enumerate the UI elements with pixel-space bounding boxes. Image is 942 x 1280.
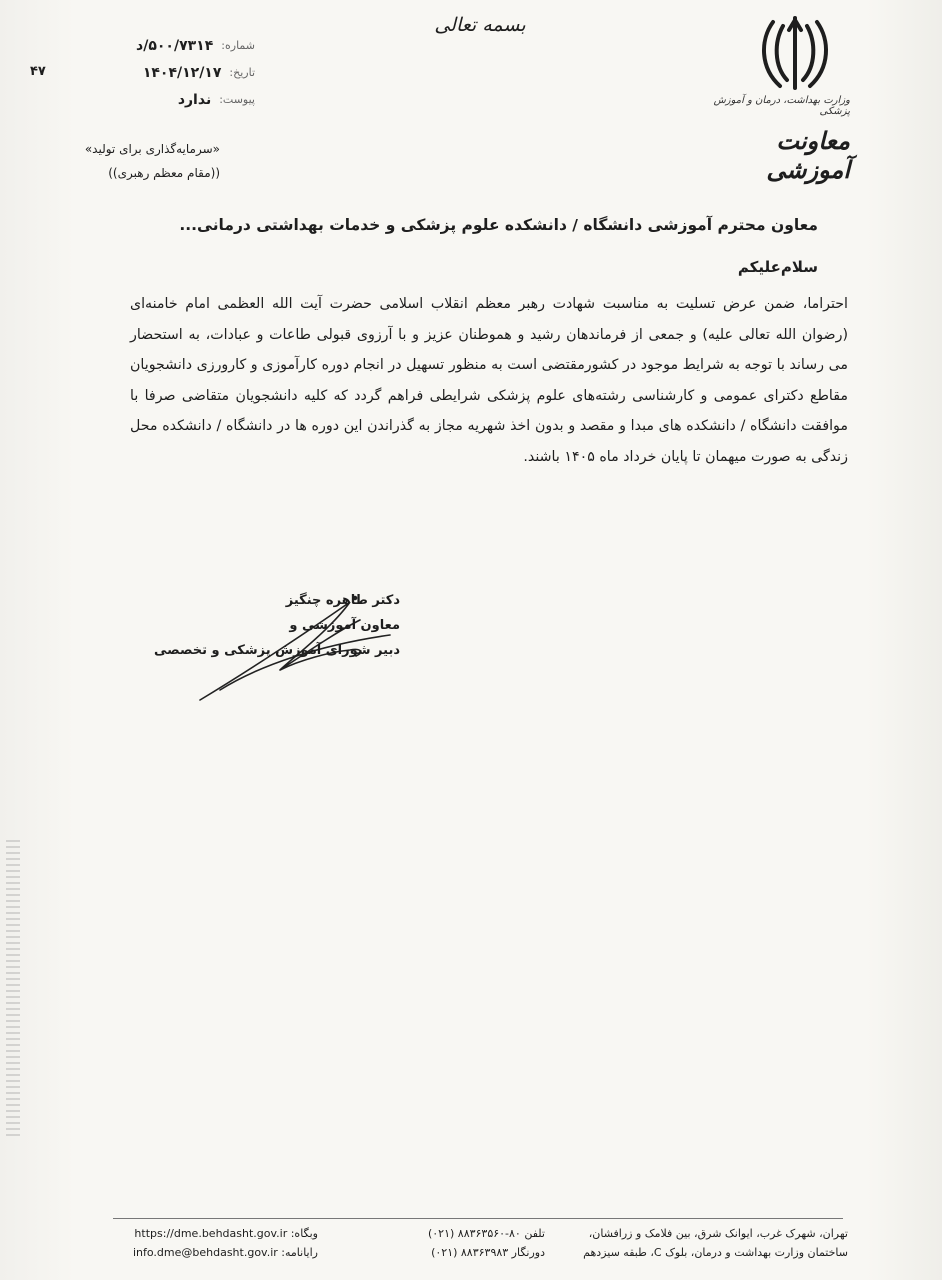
meta-date-row	[85, 59, 255, 86]
bismillah-heading: بسمه تعالی	[434, 14, 526, 36]
fax-value: (۰۲۱) ۸۸۳۶۳۹۸۳	[431, 1246, 509, 1259]
footer-web	[118, 1224, 318, 1262]
email-row	[118, 1243, 318, 1262]
web-row	[118, 1224, 318, 1243]
page-number: ۴۷	[30, 64, 46, 79]
web-label: وبگاه:	[290, 1227, 318, 1240]
date-label: تاریخ:	[229, 66, 255, 79]
quote-line-2: ((مقام معظم رهبری))	[108, 166, 220, 180]
meta-number-row	[85, 32, 255, 59]
letter-greeting: سلام‌علیکم	[737, 258, 818, 276]
attachment-label: پیوست:	[219, 93, 255, 106]
tel-row	[355, 1224, 545, 1243]
leader-quote	[60, 137, 220, 185]
fax-row	[355, 1243, 545, 1262]
date-value: ۱۴۰۴/۱۲/۱۷	[142, 64, 222, 81]
address-line-2: ساختمان وزارت بهداشت و درمان، بلوک C، طبقه سیزدهم	[583, 1246, 848, 1259]
deputy-name: معاونت آموزشی	[766, 126, 850, 184]
signer-title-1: معاون آموزشی و	[289, 618, 400, 633]
number-label: شماره:	[221, 39, 255, 52]
footer-divider	[113, 1218, 843, 1219]
ministry-name: وزارت بهداشت، درمان و آموزش پزشکی	[713, 95, 850, 117]
number-value: ۵۰۰/۷۳۱۴/د	[136, 37, 214, 54]
meta-attachment-row	[85, 86, 255, 113]
letter-meta	[85, 32, 255, 113]
email-link[interactable]: info.dme@behdasht.gov.ir	[132, 1246, 278, 1259]
email-label: رایانامه:	[281, 1246, 318, 1259]
web-link[interactable]: https://dme.behdasht.gov.ir	[134, 1227, 288, 1240]
quote-line-1: «سرمایه‌گذاری برای تولید»	[84, 142, 220, 156]
footer-address	[548, 1224, 848, 1262]
fax-label: دورنگار	[511, 1246, 545, 1259]
signature-block	[150, 588, 400, 663]
tel-value: (۰۲۱) ۸۸۳۶۳۵۶۰-۸۰	[427, 1227, 521, 1240]
signer-title-2: دبیر شورای آموزش پزشکی و تخصصی	[153, 643, 400, 658]
letter-salutation: معاون محترم آموزشی دانشگاه / دانشکده علوم پزشکی و خدمات بهداشتی درمانی...	[179, 216, 818, 234]
iran-emblem-icon	[756, 10, 834, 94]
address-line-1: تهران، شهرک غرب، ایوانک شرق، بین فلامک و زرافشان،	[588, 1227, 848, 1240]
scan-edge-marks	[6, 840, 20, 1140]
footer-phones	[355, 1224, 545, 1262]
attachment-value: ندارد	[177, 91, 212, 108]
tel-label: تلفن	[524, 1227, 545, 1240]
letter-body: احتراما، ضمن عرض تسلیت به مناسبت شهادت رهبر معظم انقلاب اسلامی حضرت آیت الله العظمی امام خامنه‌ای (رضوان الله تعالی علیه) و جمعی از فرماندهان رشید و هموطنان عزیز و با آرزوی قبولی طاعات و عبادات، به استحضار می رساند با توجه به شرایط موجود در کشورمقتضی است به منظور تسهیل در انجام دوره کارآموزی و کارورزی دانشجویان مقاطع دکترای عمومی و کارشناسی رشته‌های علوم پزشکی شرایطی فراهم گردد که کلیه دانشجویان متقاضی صرفا با موافقت دانشگاه / دانشکده های مبدا و مقصد و بدون اخذ شهریه مجاز به گذراندن این دوره ها در دانشگاه / دانشکده محل زندگی به صورت میهمان تا پایان خرداد ماه ۱۴۰۵ باشند.	[130, 296, 848, 465]
signer-name: دکتر طاهره چنگیز	[285, 593, 400, 608]
